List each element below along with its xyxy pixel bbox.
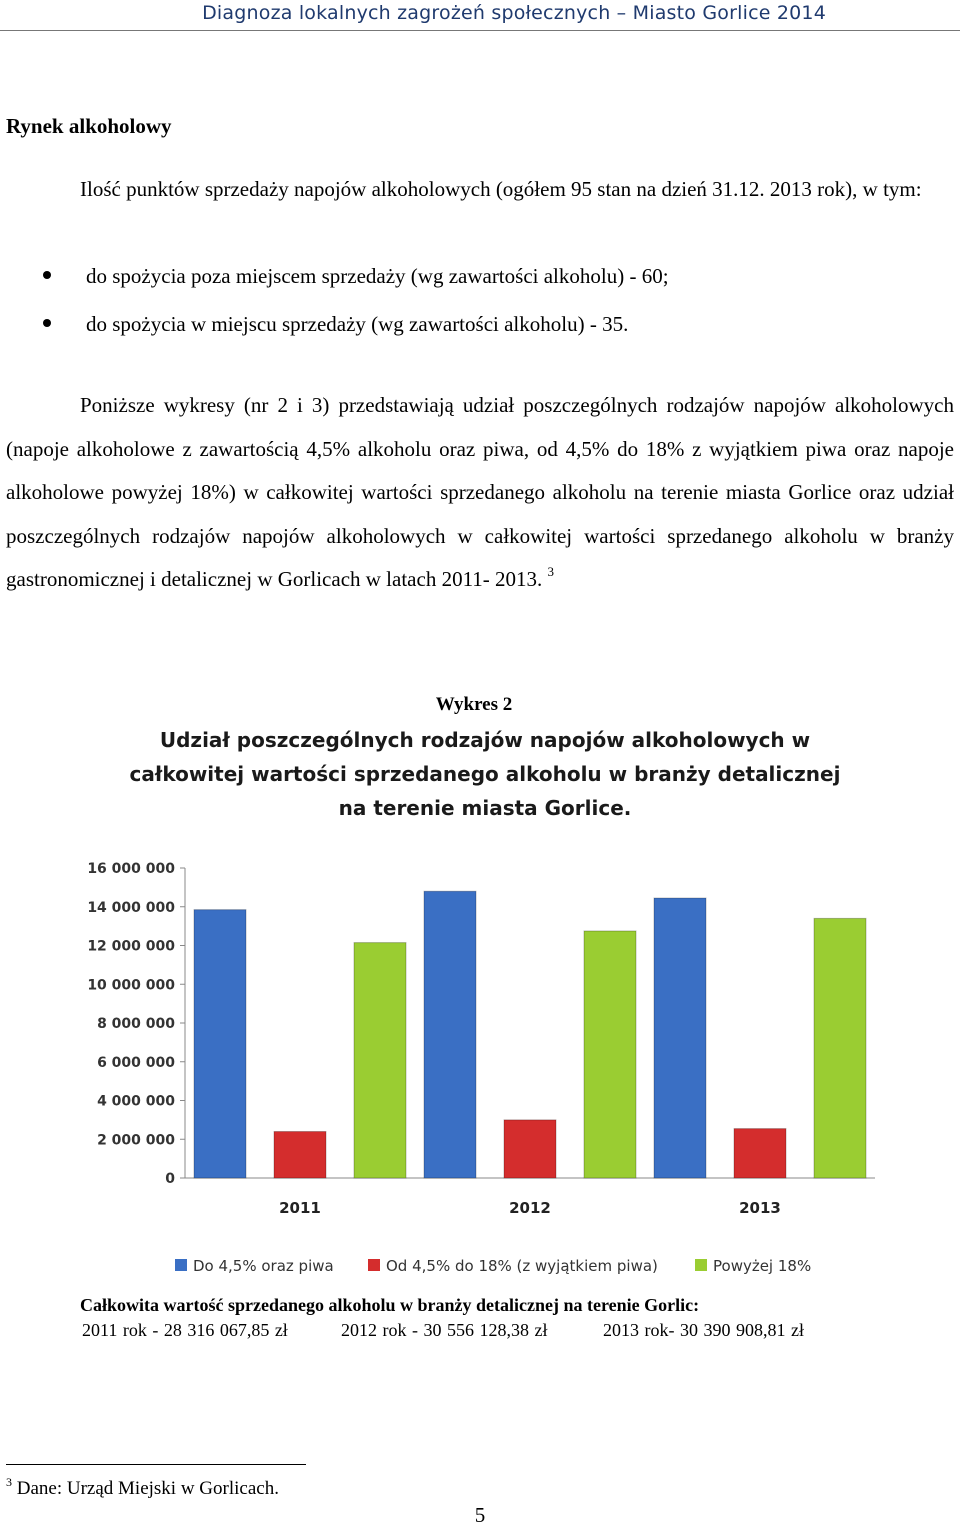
legend-swatch (175, 1259, 187, 1271)
bullet-list (0, 254, 960, 350)
y-tick-label: 10 000 000 (87, 977, 175, 994)
running-header: Diagnoza lokalnych zagrożeń społecznych – Miasto Gorlice 2014 (202, 2, 826, 24)
x-tick-label: 2011 (279, 1199, 321, 1217)
footnote-text: Dane: Urząd Miejski w Gorlicach. (16, 1478, 279, 1499)
intro-paragraph (6, 168, 952, 210)
footnote-mark: 3 (6, 1475, 12, 1489)
x-tick-label: 2013 (739, 1199, 781, 1217)
list-item (0, 302, 960, 350)
bar (424, 891, 476, 1178)
summary-values (82, 1320, 804, 1341)
legend-label: Powyżej 18% (713, 1257, 812, 1275)
y-tick-label: 14 000 000 (87, 899, 175, 916)
y-tick-label: 16 000 000 (87, 861, 175, 877)
summary-item-2011: 2011 rok - 28 316 067,85 zł (82, 1320, 288, 1340)
chart-title-line: całkowitej wartości sprzedanego alkoholu w branży detalicznej (129, 762, 841, 786)
chart-title (130, 728, 841, 820)
section-title: Rynek alkoholowy (6, 114, 172, 138)
description-text: Poniższe wykresy (nr 2 i 3) przedstawiają udział poszczególnych rodzajów napojów alkoholowych (napoje alkoholowe z zawartością 4,5% alkoholu oraz piwa, od 4,5% do 18% z wyjątkiem piwa oraz napoje alkoholowe powyżej 18%) w całkowitej wartości sprzedanego alkoholu na terenie miasta Gorlice oraz udział poszczególnych rodzajów napojów alkoholowych w całkowitej wartości sprzedanego alkoholu w branży gastronomicznej i detalicznej w Gorlicach w latach 2011- 2013. (6, 393, 954, 592)
list-item (0, 254, 960, 302)
page-number: 5 (474, 1503, 486, 1527)
footnote-ref[interactable]: 3 (547, 564, 555, 580)
list-item-text: do spożycia poza miejscem sprzedaży (wg zawartości alkoholu) - 60; (86, 264, 669, 288)
figure-label: Wykres 2 (435, 694, 513, 715)
legend-label: Od 4,5% do 18% (z wyjątkiem piwa) (386, 1257, 658, 1275)
bar (814, 918, 866, 1178)
bar (654, 898, 706, 1178)
summary-item-2012: 2012 rok - 30 556 128,38 zł (341, 1320, 548, 1340)
footnote (6, 1475, 279, 1500)
chart-legend (175, 1257, 811, 1275)
legend-swatch (695, 1259, 707, 1271)
bar (504, 1120, 556, 1178)
y-tick-label: 2 000 000 (97, 1132, 175, 1149)
bar (734, 1129, 786, 1178)
bar-chart (80, 722, 880, 1287)
chart-title-line: Udział poszczególnych rodzajów napojów alkoholowych w (159, 728, 811, 752)
bar (354, 943, 406, 1178)
list-item-text: do spożycia w miejscu sprzedaży (wg zawartości alkoholu) - 35. (86, 312, 629, 336)
y-tick-label: 6 000 000 (97, 1054, 175, 1071)
y-tick-label: 12 000 000 (87, 938, 175, 955)
y-tick-label: 8 000 000 (97, 1016, 175, 1032)
legend-label: Do 4,5% oraz piwa (193, 1257, 334, 1275)
chart-bars (194, 891, 866, 1178)
summary-title: Całkowita wartość sprzedanego alkoholu w branży detalicznej na terenie Gorlic: (80, 1295, 700, 1315)
description-paragraph (6, 384, 954, 602)
footnote-rule (6, 1464, 306, 1465)
x-tick-label: 2012 (509, 1199, 551, 1217)
bullet-icon (43, 319, 51, 327)
y-tick-label: 0 (165, 1171, 175, 1187)
legend-swatch (368, 1259, 380, 1271)
bar (194, 910, 246, 1178)
y-tick-label: 4 000 000 (97, 1093, 175, 1110)
chart-title-line: na terenie miasta Gorlice. (338, 796, 632, 820)
intro-text: Ilość punktów sprzedaży napojów alkoholowych (ogółem 95 stan na dzień 31.12. 2013 rok), w tym: (80, 177, 922, 201)
bar (274, 1132, 326, 1179)
header-rule (0, 30, 960, 31)
summary-item-2013: 2013 rok- 30 390 908,81 zł (603, 1320, 804, 1340)
bar (584, 931, 636, 1178)
bullet-icon (43, 271, 51, 279)
